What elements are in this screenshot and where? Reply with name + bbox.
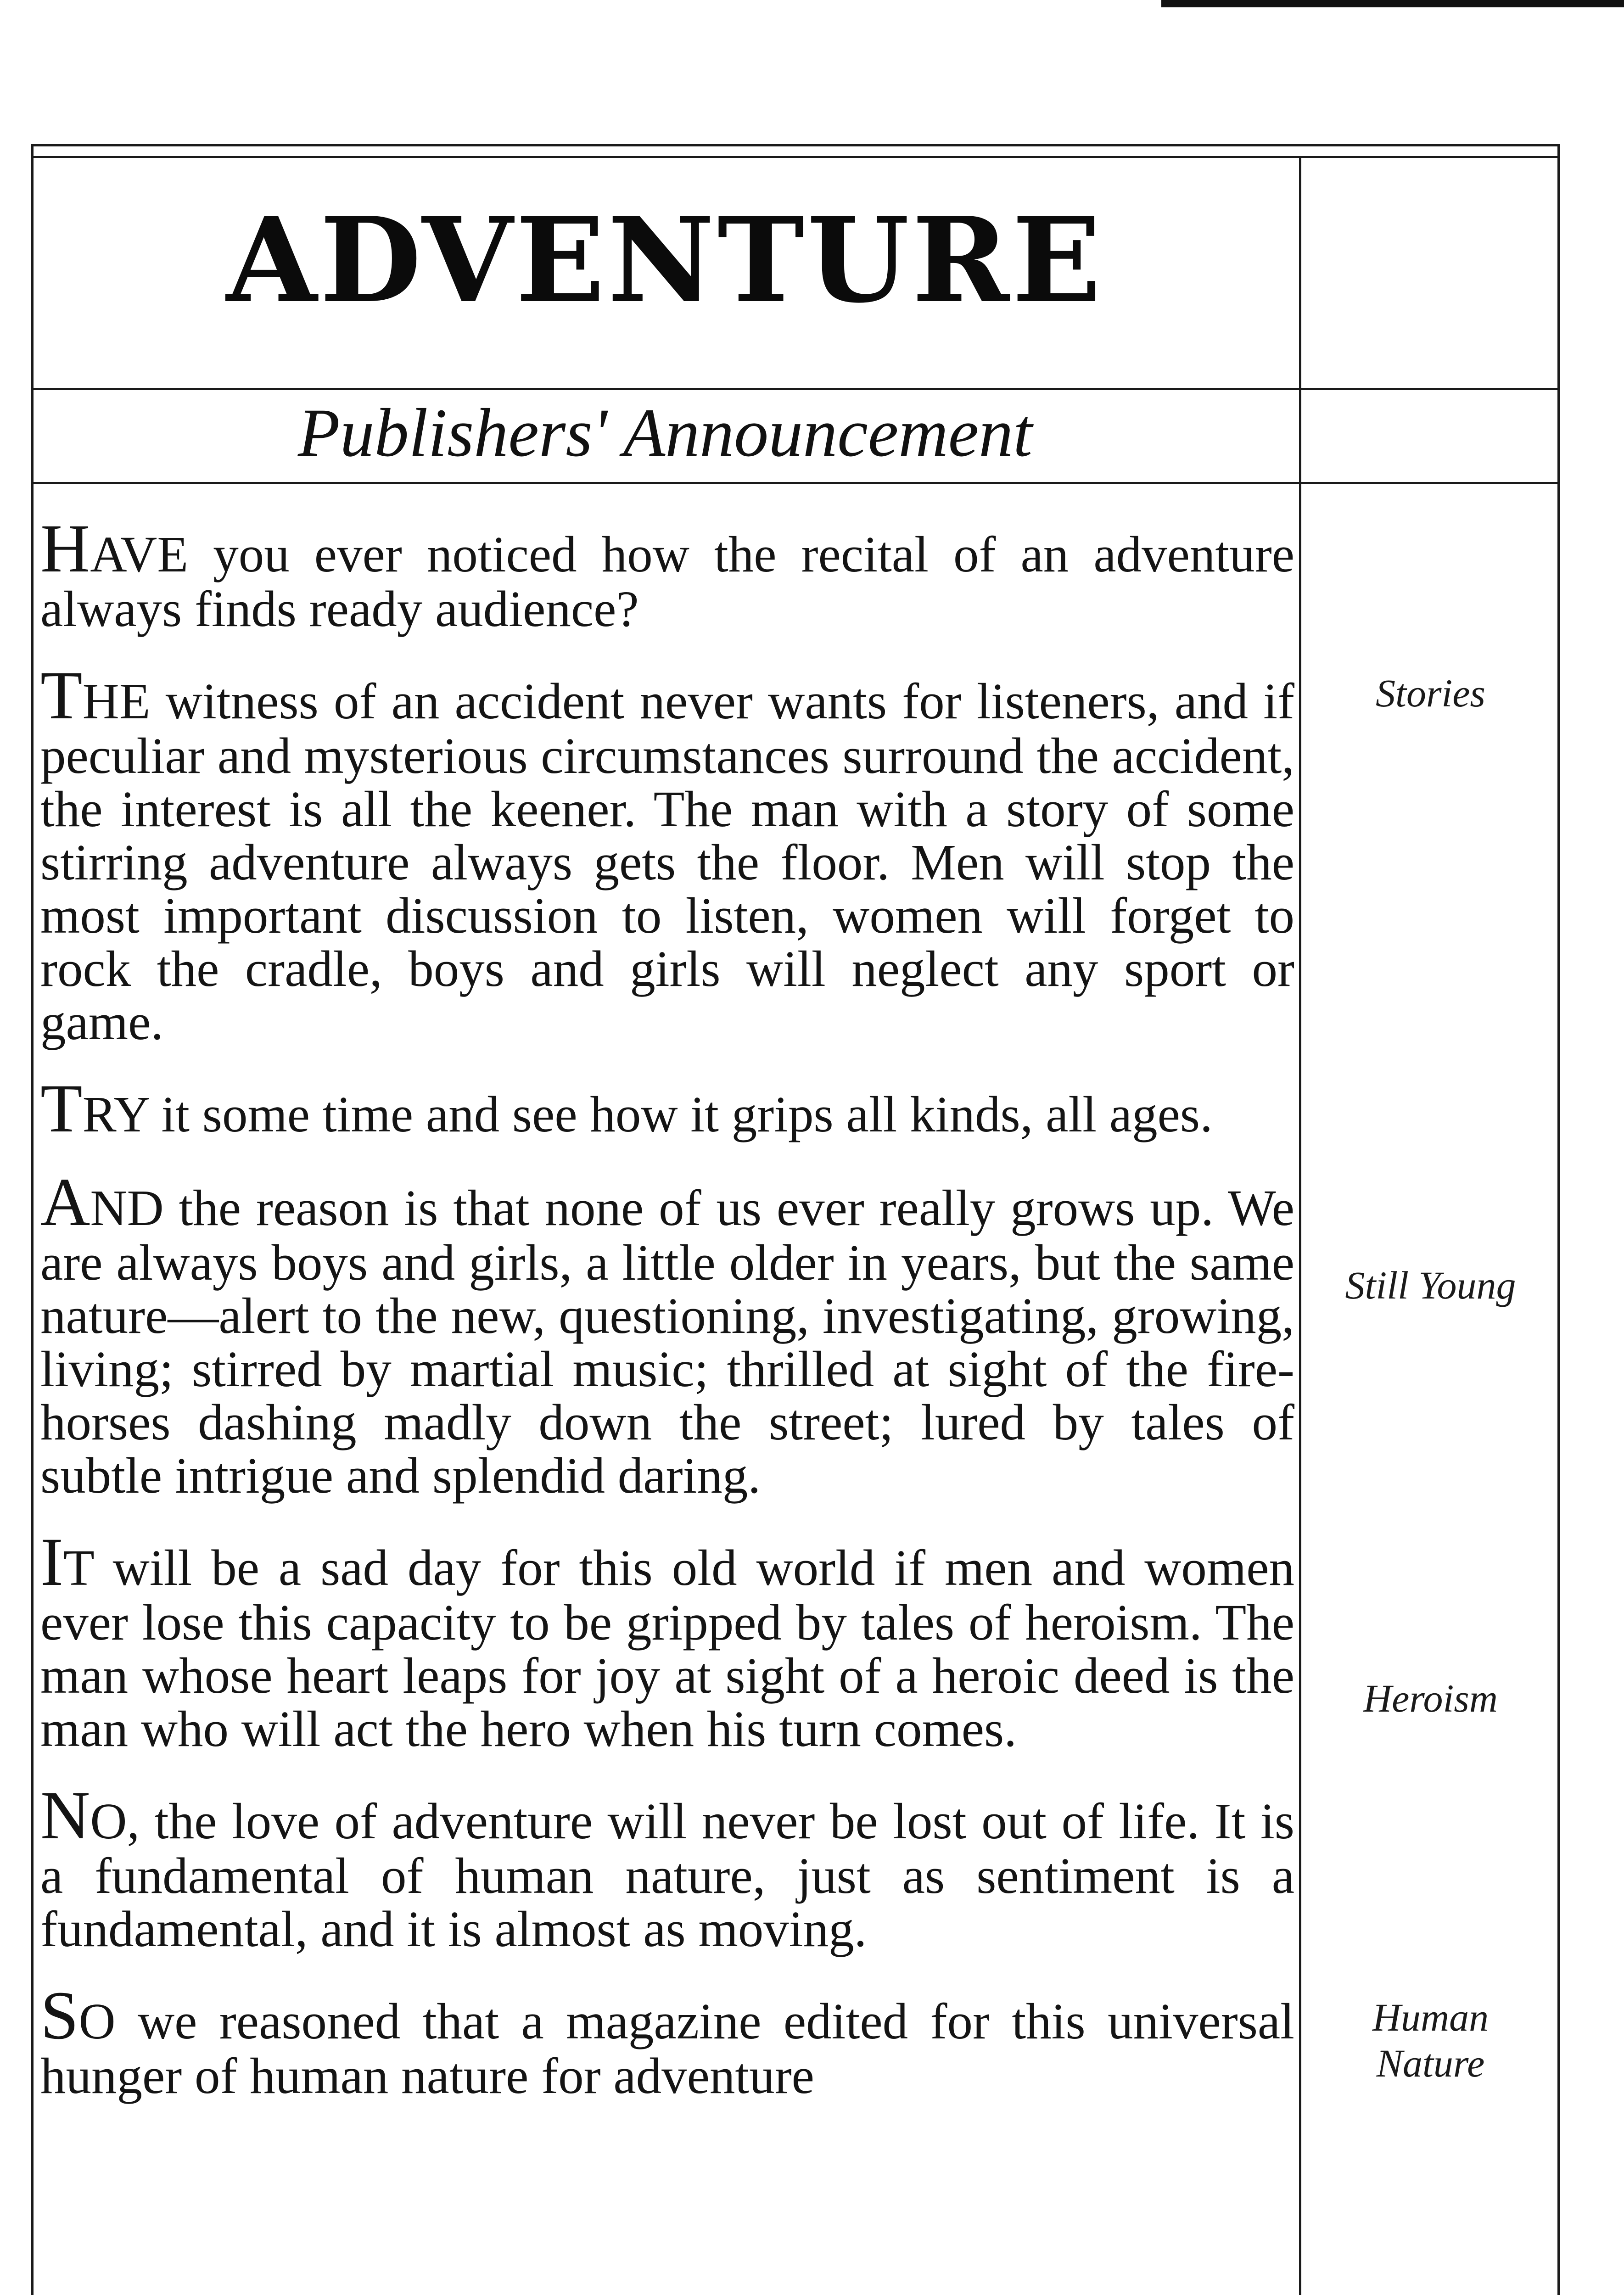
drop-letter: S [40,1977,79,2054]
announcement-body [40,510,1294,2295]
title-divider [31,388,1560,390]
drop-letter: T [40,657,83,733]
paragraph-text: ND the reason is that none of us ever really grows up. We are always boys and girls, a little older in years, but the same nature—alert to the new, questioning, investigating, growing, living; stirred by martial music; thrilled at sight of the fire-horses dashing madly down the street; lured by tales of subtle intrigue and splendid daring. [40,1180,1294,1504]
paragraph [40,1977,1294,2105]
paragraph [40,657,1294,1051]
frame-inner-rule [31,156,1560,158]
paragraph [40,510,1294,638]
paragraph-text: RY it some time and see how it grips all kinds, all ages. [82,1086,1213,1143]
page-subtitle: Publishers' Announcement [298,395,1032,471]
drop-letter: H [40,510,90,587]
margin-column-divider [1299,156,1301,2295]
paragraph [40,1164,1294,1504]
margin-note-stories: Stories [1376,671,1485,715]
paragraph-text: HE witness of an accident never wants for listeners, and if peculiar and mysterious circumstances surround the accident, the interest is all the keener. The man with a story of some stirring adventure always gets the floor. Men will stop the most important discussion to listen, women will forget to rock the cradle, boys and girls will neglect any sport or game. [40,673,1294,1051]
drop-letter: N [40,1777,90,1853]
margin-note-still-young: Still Young [1345,1263,1516,1307]
subtitle-divider [31,482,1560,484]
drop-letter: A [40,1164,90,1240]
top-edge-rule [1161,0,1624,7]
magazine-title: ADVENTURE [226,192,1104,329]
paragraph [40,1070,1294,1147]
margin-note-human-nature: Human Nature [1372,1995,1489,2085]
drop-letter: T [40,1070,83,1147]
paragraph-text: AVE you ever noticed how the recital of an adventure always finds ready audience? [40,526,1294,638]
margin-note-heroism: Heroism [1363,1676,1498,1720]
drop-letter: I [40,1524,63,1600]
paragraph-text: O, the love of adventure will never be lost out of life. It is a fundamental of human nature, just as sentiment is a fundamental, and it is almost as moving. [40,1793,1294,1958]
paragraph-text: T will be a sad day for this old world if men and women ever lose this capacity to be gripped by tales of heroism. The man whose heart leaps for joy at sight of a heroic deed is the man who will act the hero when his turn comes. [40,1540,1294,1758]
paragraph [40,1777,1294,1958]
paragraph [40,1524,1294,1758]
paragraph-text: O we reasoned that a magazine edited for this universal hunger of human nature for adventure [40,1993,1294,2105]
